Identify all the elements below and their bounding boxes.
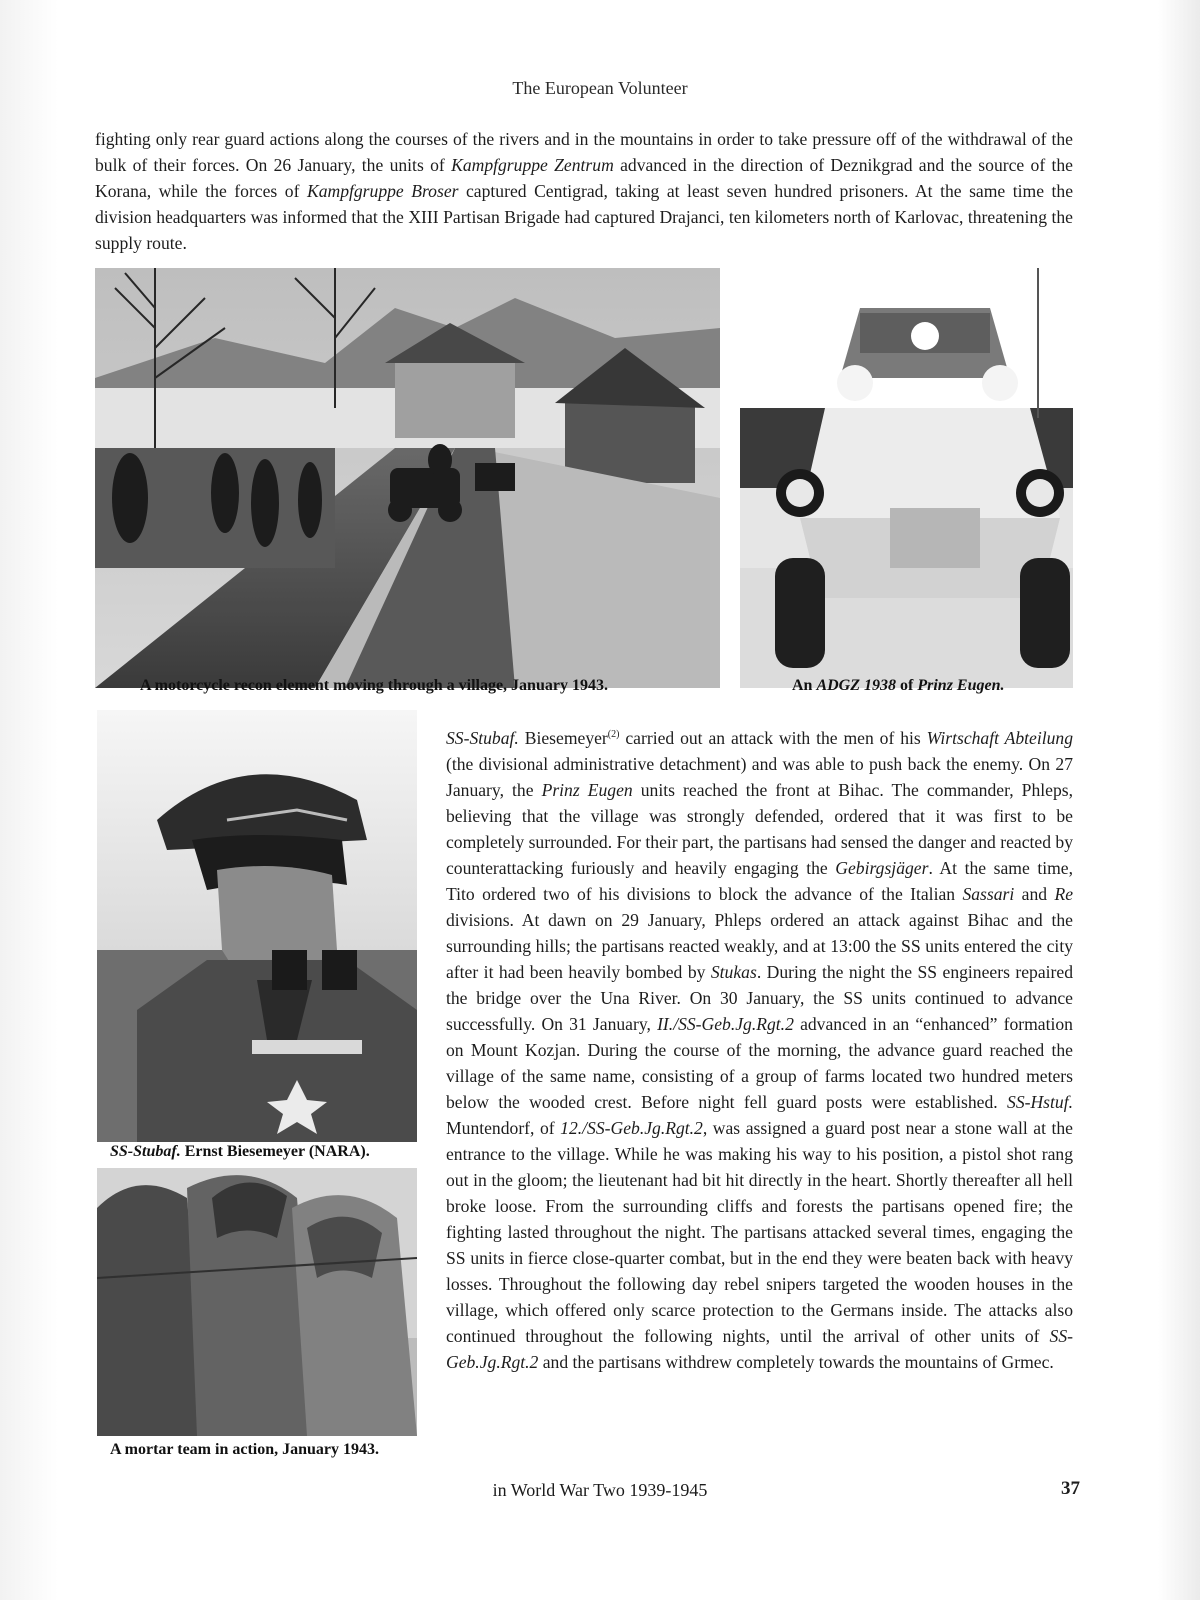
intro-paragraph: fighting only rear guard actions along the courses of the rivers and in the mountains in order to take pressure off of the withdrawal of the bulk of their forces. On 26 January, the units of Kampfgruppe Zentrum advanced in the direction of Deznikgrad and the source of the Korana, while the forces of Kampfgruppe Broser captured Centigrad, taking at least seven hundred prisoners. At the same time the division headquarters was informed that the XIII Partisan Brigade had captured Drajanci, ten kilometers north of Karlovac, threatening the supply route. [95, 129, 1074, 253]
page-number: 37 [1061, 1478, 1080, 1499]
mortar-team-photo [97, 1168, 417, 1436]
running-header: The European Volunteer [512, 78, 688, 98]
officer-portrait-photo [97, 710, 417, 1142]
caption-mortar-team: A mortar team in action, January 1943. [110, 1441, 380, 1458]
armored-car-photo [740, 268, 1073, 688]
running-footer: in World War Two 1939-1945 [492, 1480, 708, 1500]
caption-officer-portrait: SS-Stubaf. Ernst Biesemeyer (NARA). [110, 1143, 370, 1160]
page-edge-left [0, 0, 58, 1600]
main-column-paragraph: SS-Stubaf. Biesemeyer$^{(2)}$ carried out an attack with the men of his Wirtschaft Abteilung (the divisional administrative detachment) and was able to push back the enemy. On 27 January, the Prinz Eugen units reached the front at Bihac. The commander, Phleps, believing that the village was strongly defended, ordered that it was first to be completely surrounded. For their part, the partisans had sensed the danger and reacted by counterattacking furiously and heavily engaging the Gebirgsjäger. At the same time, Tito ordered two of his divisions to block the advance of the Italian Sassari and Re divisions. At dawn on 29 January, Phleps ordered an attack against Bihac and the surrounding hills; the partisans reacted weakly, and at 13:00 the SS units entered the city after it had been heavily bombed by Stukas. During the night the SS engineers repaired the bridge over the Una River. On 30 January, the SS units continued to advance successfully. On 31 January, II./SS-Geb.Jg.Rgt.2 advanced in an “enhanced” formation on Mount Kozjan. During the course of the morning, the advance guard reached the village of the same name, consisting of a group of farms located two hundred meters below the wooded crest. Before night fell guard posts were established. SS-Hstuf. Muntendorf, of 12./SS-Geb.Jg.Rgt.2, was assigned a guard post near a stone wall at the entrance to the village. While he was making his way to his position, a pistol shot rang out in the gloom; the lieutenant had bit hit directly in the heart. Shortly thereafter all hell broke loose. From the surrounding cliffs and forests the partisans opened fire; the fighting lasted throughout the night. The partisans attacked several times, engaging the SS units in fierce close-quarter combat, but in the end they were beaten back with heavy losses. Throughout the following day rebel snipers targeted the wooden houses in the village, which offered only scarce protection to the Germans inside. The attacks also continued throughout the following nights, until the arrival of other units of SS-Geb.Jg.Rgt.2 and the partisans withdrew completely towards the mountains of Grmec. [446, 727, 1074, 1372]
village-photo [95, 268, 720, 688]
page-edge-right [1158, 0, 1200, 1600]
caption-armored-car-photo: An ADGZ 1938 of Prinz Eugen. [792, 677, 1005, 694]
caption-village-photo: A motorcycle recon element moving through a village, January 1943. [140, 677, 608, 694]
